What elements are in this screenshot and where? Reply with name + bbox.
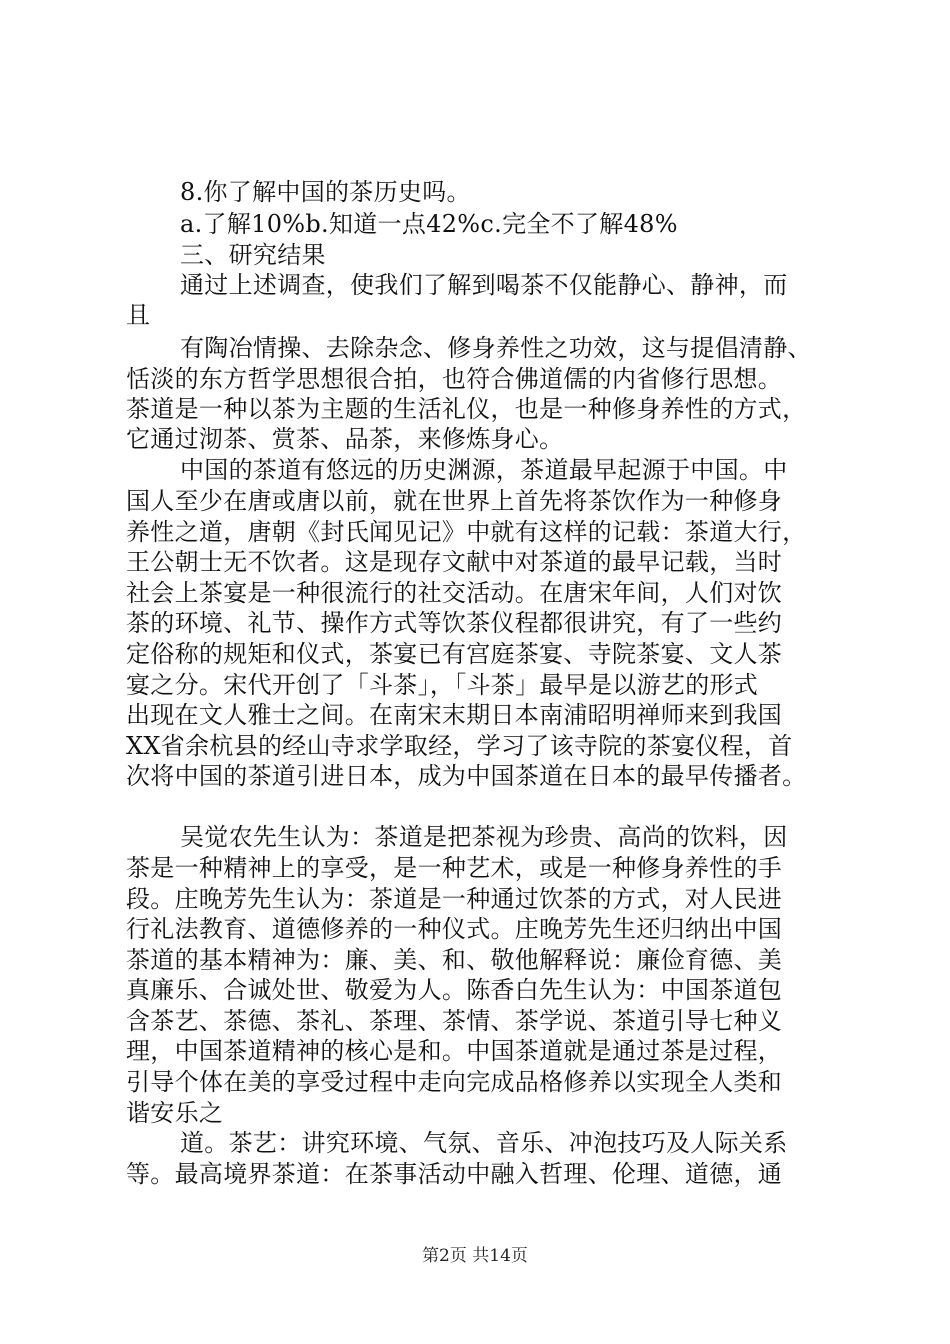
page-number-footer: 第2页 共14页 [422,1246,528,1266]
text-line: 且 [126,301,151,329]
text-line: 养性之道，唐朝《封氏闻见记》中就有这样的记载：茶道大行， [126,518,807,546]
text-line: 8.你了解中国的茶历史吗。 [180,178,471,206]
text-line: 中国的茶道有悠远的历史渊源，茶道最早起源于中国。中 [180,456,788,484]
text-line: 谐安乐之 [126,1099,224,1127]
text-line: 茶的环境、礼节、操作方式等饮茶仪程都很讲究，有了一些约 [126,609,783,637]
text-line: 国人至少在唐或唐以前，就在世界上首先将茶饮作为一种修身 [126,487,783,515]
text-line: 行礼法教育、道德修养的一种仪式。庄晚芳先生还归纳出中国 [126,915,783,943]
text-line: 茶是一种精神上的享受，是一种艺术，或是一种修身养性的手 [126,854,783,882]
text-line: 恬淡的东方哲学思想很合拍，也符合佛道儒的内省修行思想。 [126,365,783,393]
text-line: 吴觉农先生认为：茶道是把茶视为珍贵、高尚的饮料，因 [180,823,788,851]
text-line: 含茶艺、茶德、茶礼、茶理、茶情、茶学说、茶道引导七种义 [126,1007,783,1035]
text-line: 茶道的基本精神为：廉、美、和、敬他解释说：廉俭育德、美 [126,946,783,974]
text-line: 真廉乐、合诚处世、敬爱为人。陈香白先生认为：中国茶道包 [126,976,783,1004]
text-line: 它通过沏茶、赏茶、品茶，来修炼身心。 [126,425,564,453]
text-line: 引导个体在美的享受过程中走向完成品格修养以实现全人类和 [126,1068,783,1096]
text-line: 理，中国茶道精神的核心是和。中国茶道就是通过茶是过程， [126,1037,783,1065]
text-line: 定俗称的规矩和仪式，茶宴已有宫庭茶宴、寺院茶宴、文人茶 [126,640,783,668]
text-line: 宴之分。宋代开创了「斗茶」，「斗茶」最早是以游艺的形式 [126,671,759,699]
text-line: 社会上茶宴是一种很流行的社交活动。在唐宋年间，人们对饮 [126,579,783,607]
text-line: 道。茶艺：讲究环境、气氛、音乐、冲泡技巧及人际关系 [180,1129,788,1157]
text-line: XX省余杭县的经山寺求学取经，学习了该寺院的茶宴仪程，首 [126,732,793,760]
text-line: 有陶冶情操、去除杂念、修身养性之功效，这与提倡清静、 [180,334,812,362]
section-heading: 三、研究结果 [180,241,326,269]
text-line: 通过上述调查，使我们了解到喝茶不仅能静心、静神，而 [180,271,788,299]
text-line: 段。庄晚芳先生认为：茶道是一种通过饮茶的方式，对人民进 [126,885,783,913]
text-line: 等。最高境界茶道：在茶事活动中融入哲理、伦理、道德，通 [126,1160,783,1188]
text-line: a.了解10%b.知道一点42%c.完全不了解48% [180,210,678,238]
text-line: 出现在文人雅士之间。在南宋末期日本南浦昭明禅师来到我国 [126,701,783,729]
text-line: 王公朝士无不饮者。这是现存文献中对茶道的最早记载，当时 [126,548,783,576]
text-line: 次将中国的茶道引进日本，成为中国茶道在日本的最早传播者。 [126,762,807,790]
text-line: 茶道是一种以茶为主题的生活礼仪，也是一种修身养性的方式， [126,395,807,423]
